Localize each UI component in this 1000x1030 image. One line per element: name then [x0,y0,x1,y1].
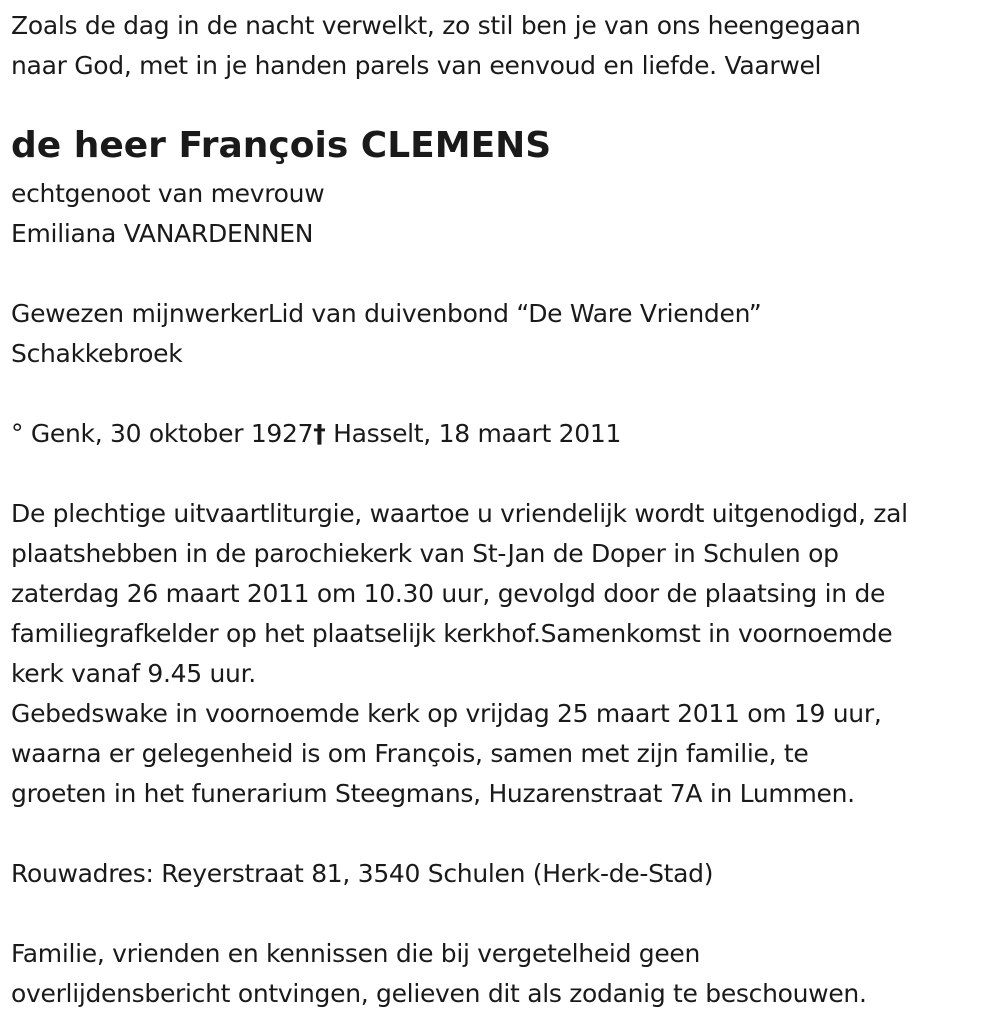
ceremony-line-5: kerk vanaf 9.45 uur. [11,659,256,688]
cross-icon: † [313,419,326,448]
death-date: Hasselt, 18 maart 2011 [325,419,622,448]
relation-text: echtgenoot van mevrouw [11,179,325,208]
ceremony-line-4: familiegrafkelder op het plaatselijk kerkhof.Samenkomst in voornoemde [11,619,893,648]
mourning-address: Rouwadres: Reyerstraat 81, 3540 Schulen (Herk-de-Stad) [11,859,714,888]
deceased-name: de heer François CLEMENS [11,125,552,166]
spouse-name: Emiliana VANARDENNEN [11,219,314,248]
birth-date: ° Genk, 30 oktober 1927 [11,419,314,448]
ceremony-line-1: De plechtige uitvaartliturgie, waartoe u vriendelijk wordt uitgenodigd, zal [11,499,908,528]
wake-line-3: groeten in het funerarium Steegmans, Huzarenstraat 7A in Lummen. [11,779,855,808]
poem-line-2: naar God, met in je handen parels van eenvoud en liefde. Vaarwel [11,51,822,80]
ceremony-line-3: zaterdag 26 maart 2011 om 10.30 uur, gevolgd door de plaatsing in de [11,579,886,608]
ceremony-line-2: plaatshebben in de parochiekerk van St-Jan de Doper in Schulen op [11,539,839,568]
wake-line-1: Gebedswake in voornoemde kerk op vrijdag 25 maart 2011 om 19 uur, [11,699,882,728]
closing-line-2: overlijdensbericht ontvingen, gelieven dit als zodanig te beschouwen. [11,979,867,1008]
closing-line-1: Familie, vrienden en kennissen die bij vergetelheid geen [11,939,701,968]
dates-line [11,414,621,454]
wake-line-2: waarna er gelegenheid is om François, samen met zijn familie, te [11,739,809,768]
occupation-line-1: Gewezen mijnwerkerLid van duivenbond “De Ware Vrienden” [11,299,762,328]
poem-line-1: Zoals de dag in de nacht verwelkt, zo stil ben je van ons heengegaan [11,11,861,40]
occupation-line-2: Schakkebroek [11,339,183,368]
